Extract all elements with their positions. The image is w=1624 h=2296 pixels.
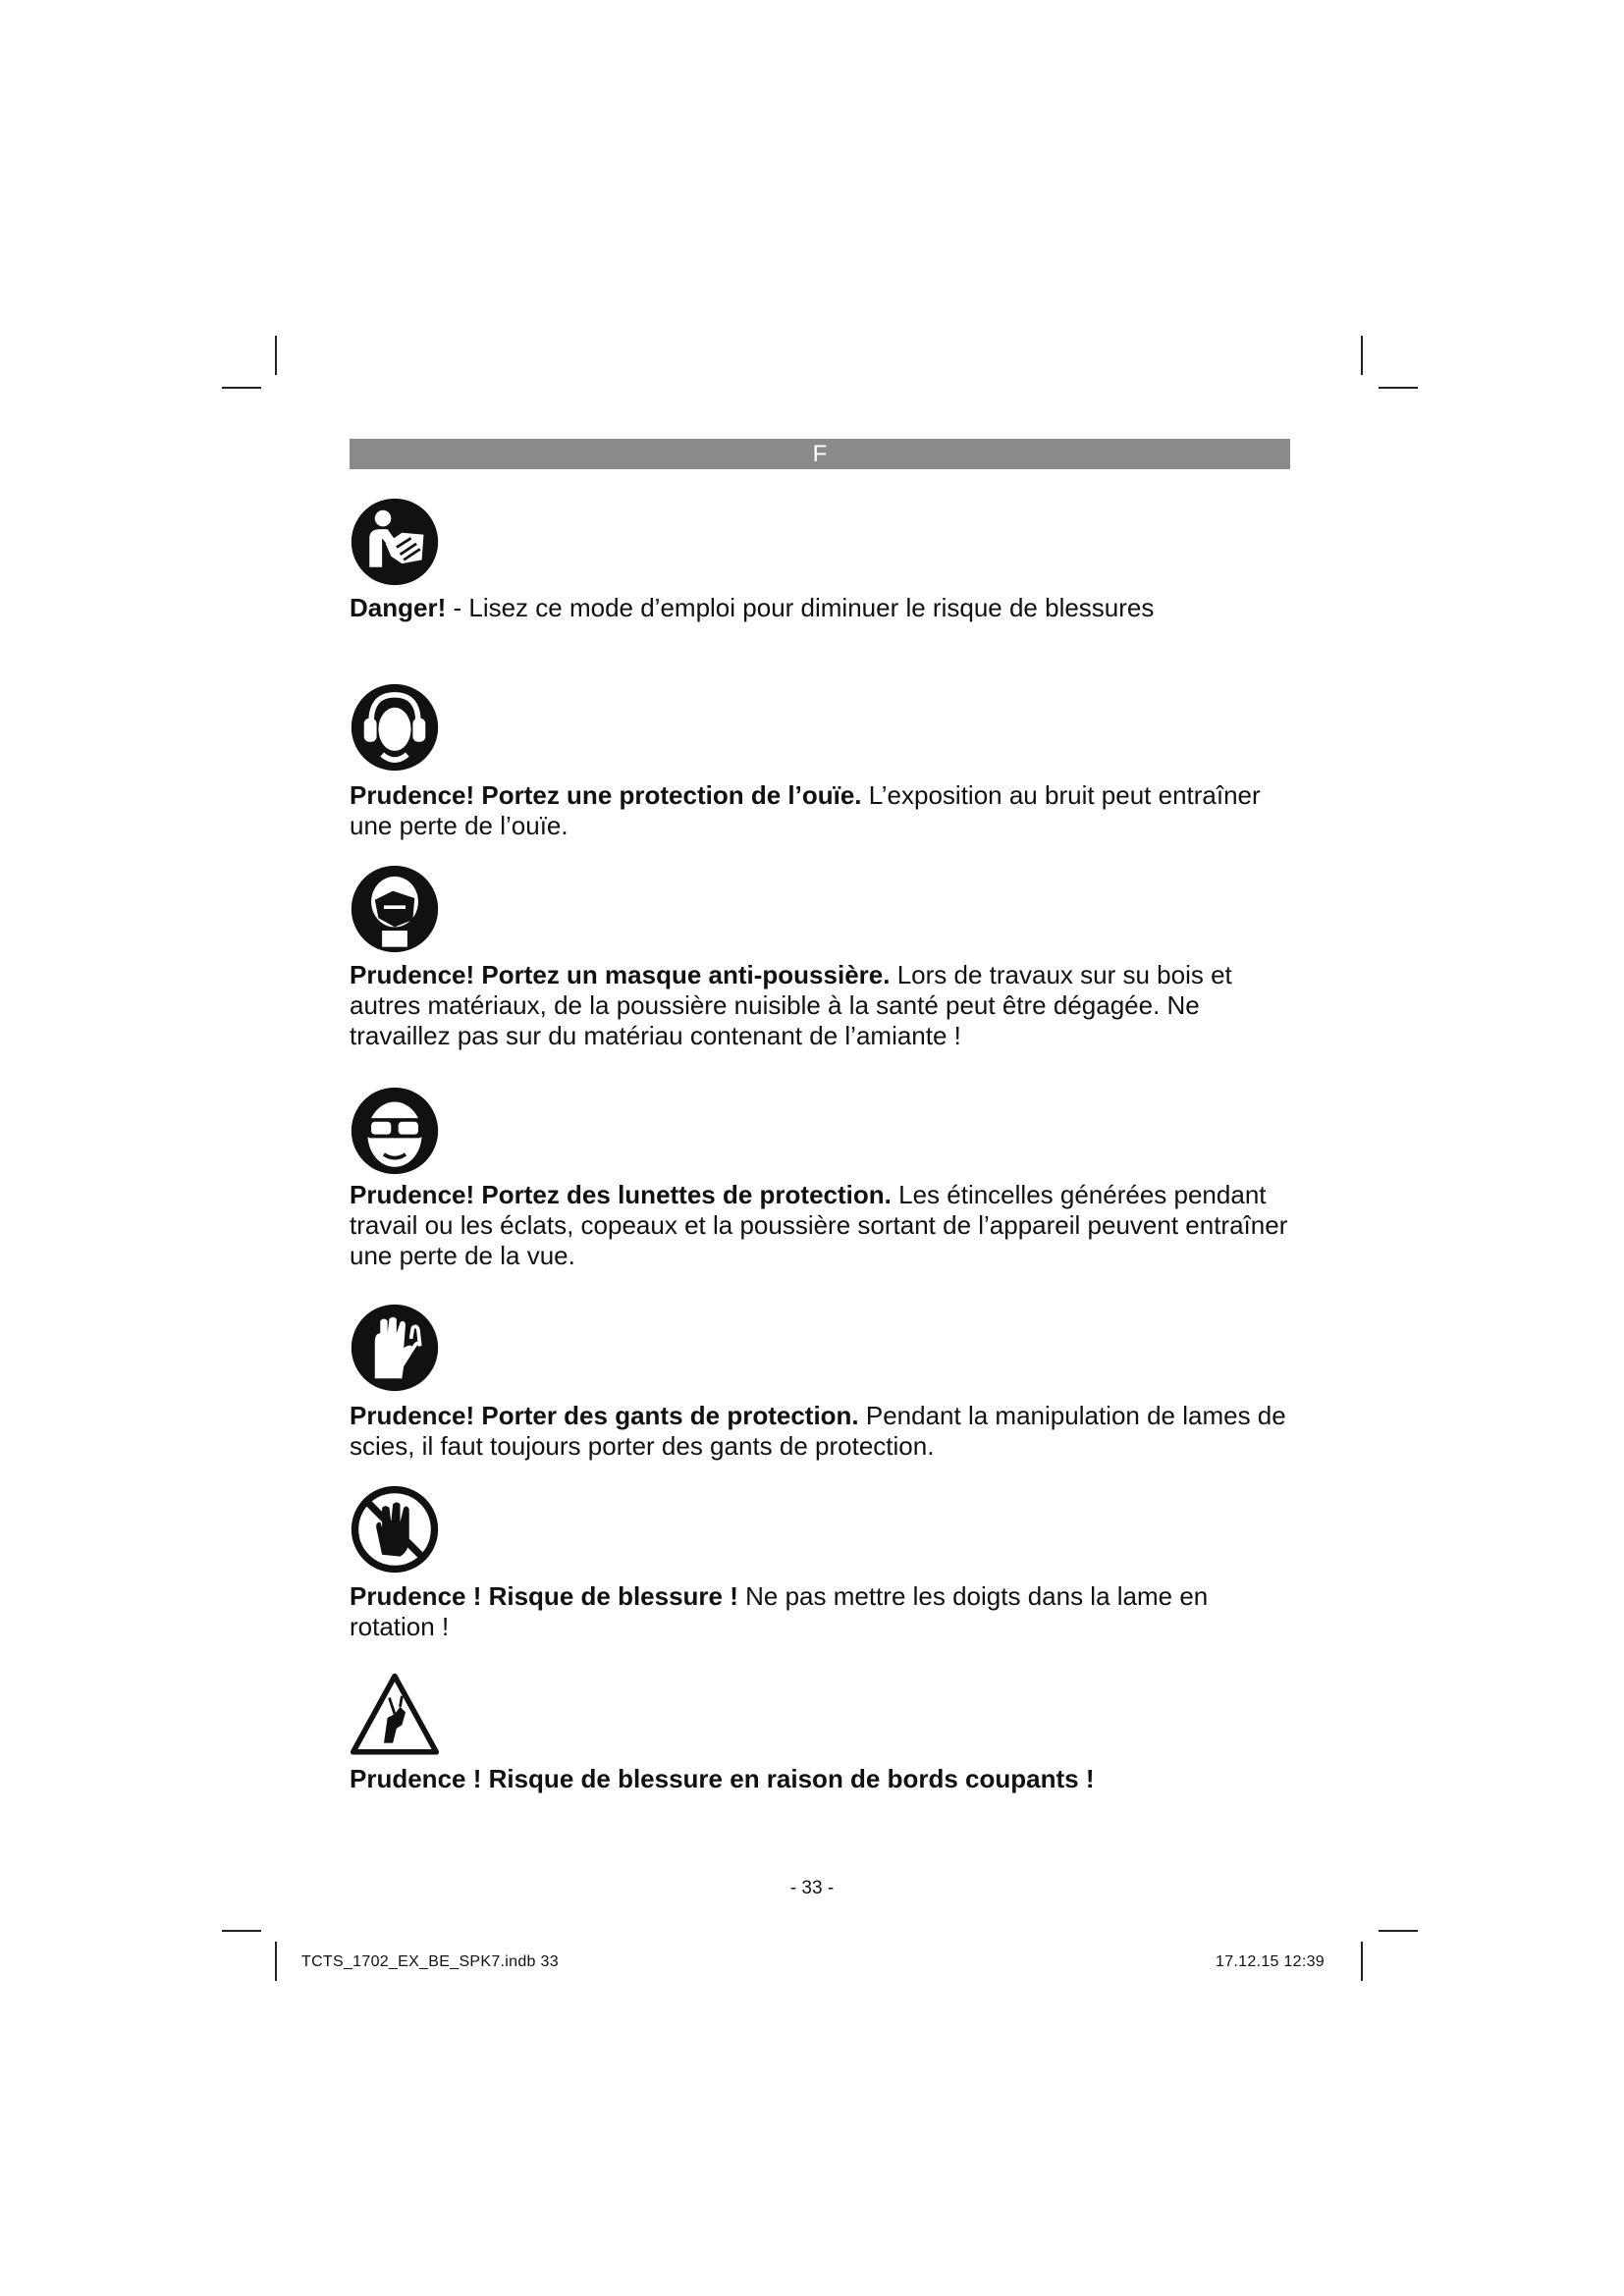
read-manual-icon — [350, 497, 440, 587]
page-number: - 33 - — [789, 1878, 835, 1898]
section-bold: Prudence! Portez des lunettes de protection. — [350, 1180, 892, 1209]
section-paragraph — [350, 1581, 1292, 1642]
section-paragraph — [350, 780, 1292, 841]
section-text: Les étincelles générées pendant travail ou les éclats, copeaux et la poussière sortant de l’appareil peuvent entraîner une perte de la vue. — [350, 1180, 1288, 1270]
section-paragraph — [350, 960, 1292, 1051]
section-paragraph — [350, 1180, 1292, 1271]
language-header-bar — [350, 439, 1290, 469]
ear-protection-icon — [350, 682, 440, 773]
section-text: Ne pas mettre les doigts dans la lame en rotation ! — [350, 1581, 1209, 1641]
section-text: L’exposition au bruit peut entraîner une perte de l’ouïe. — [350, 780, 1261, 840]
safety-glasses-icon — [350, 1086, 440, 1176]
crop-mark — [1361, 336, 1363, 375]
section-text: - Lisez ce mode d’emploi pour diminuer le risque de blessures — [446, 593, 1155, 622]
sharp-edges-warning-icon — [350, 1671, 440, 1761]
crop-mark — [1379, 1930, 1418, 1932]
crop-mark — [1379, 387, 1418, 389]
section-text: Lors de travaux sur su bois et autres matériaux, de la poussière nuisible à la santé peut être dégagée. Ne travaillez pas sur du matériau contenant de l’amiante ! — [350, 960, 1232, 1050]
footer-file-name: TCTS_1702_EX_BE_SPK7.indb 33 — [301, 1953, 559, 1970]
section-bold: Prudence ! Risque de blessure ! — [350, 1581, 738, 1611]
language-label: F — [812, 441, 828, 467]
section-bold: Prudence ! Risque de blessure en raison de bords coupants ! — [350, 1764, 1095, 1793]
section-text: Pendant la manipulation de lames de scies, il faut toujours porter des gants de protection. — [350, 1401, 1286, 1461]
protective-gloves-icon — [350, 1303, 440, 1393]
section-bold: Prudence! Portez un masque anti-poussière. — [350, 960, 891, 989]
crop-mark — [275, 336, 277, 375]
section-paragraph — [350, 1401, 1292, 1462]
section-bold: Prudence! Porter des gants de protection. — [350, 1401, 859, 1430]
footer-timestamp: 17.12.15 12:39 — [1216, 1953, 1325, 1970]
no-hand-in-blade-icon — [350, 1484, 440, 1575]
crop-mark — [222, 387, 261, 389]
section-paragraph — [350, 1764, 1292, 1794]
section-paragraph — [350, 593, 1292, 623]
crop-mark — [275, 1942, 277, 1981]
section-bold: Prudence! Portez une protection de l’ouïe. — [350, 780, 862, 810]
crop-mark — [222, 1930, 261, 1932]
section-bold: Danger! — [350, 593, 447, 622]
dust-mask-icon — [350, 864, 440, 954]
crop-mark — [1361, 1942, 1363, 1981]
